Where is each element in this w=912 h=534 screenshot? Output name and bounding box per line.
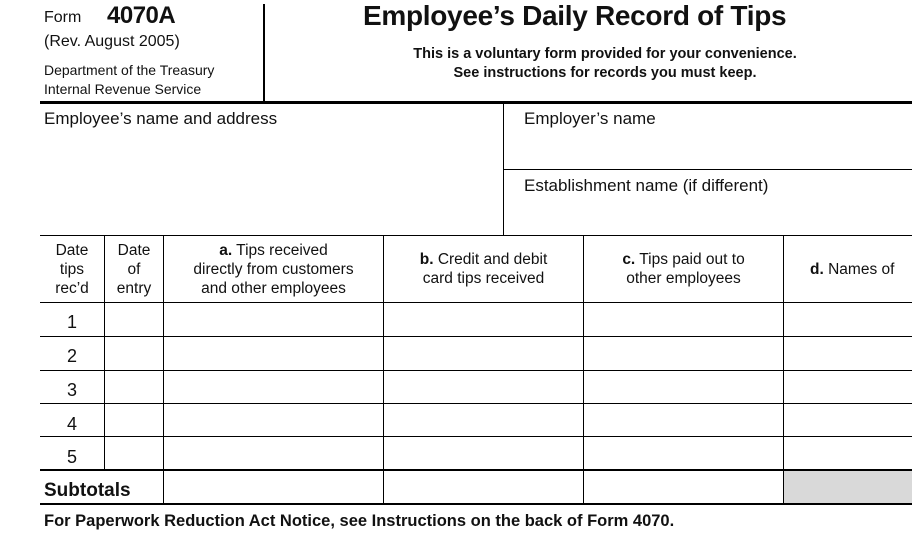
col-letter-b: b.: [419, 251, 434, 268]
subtotal-a-cell[interactable]: [164, 471, 383, 503]
col-header-date-of-entry: [105, 236, 163, 302]
header-divider: [263, 4, 265, 101]
row-number-3: 3: [66, 380, 77, 400]
row-number-4: 4: [66, 414, 77, 434]
subtitle-line-2: See instructions for records you must keep.: [453, 65, 757, 81]
col-header-line: Names of: [828, 260, 895, 278]
col-header-line: other employees: [626, 270, 741, 287]
col-header-line: Tips received: [236, 241, 328, 259]
revision-date: (Rev. August 2005): [44, 33, 180, 50]
col-divider: [583, 236, 584, 504]
col-header-line: of: [127, 260, 141, 278]
table-bottom-rule: [40, 503, 912, 505]
subtotals-label: Subtotals: [44, 480, 131, 501]
col-header-line: Date: [117, 241, 151, 259]
col-header-b-credit-debit: [384, 236, 583, 302]
row-number-5: 5: [66, 447, 77, 467]
col-header-date-tips-received: [40, 236, 104, 302]
col-header-d-names: [784, 236, 912, 302]
col-header-line: and other employees: [201, 279, 346, 297]
col-header-c-tips-paid-out: [584, 236, 783, 302]
form-title: Employee’s Daily Record of Tips: [363, 0, 787, 31]
establishment-name-label: Establishment name (if different): [524, 176, 769, 195]
row-number-1: 1: [66, 312, 77, 332]
form-number: 4070A: [107, 2, 176, 29]
row-number-2: 2: [66, 346, 77, 366]
col-header-line: Credit and debit: [437, 251, 548, 268]
paperwork-notice: For Paperwork Reduction Act Notice, see Instructions on the back of Form 4070.: [44, 512, 675, 530]
col-header-line: tips: [59, 260, 85, 278]
names-cells[interactable]: [784, 303, 912, 469]
tips-received-cells[interactable]: [164, 303, 383, 469]
employer-name-label: Employer’s name: [524, 109, 656, 128]
col-header-line: rec’d: [55, 279, 89, 297]
col-divider: [104, 236, 105, 470]
employee-name-address-label: Employee’s name and address: [44, 109, 278, 128]
col-divider: [783, 236, 784, 504]
tips-paid-out-cells[interactable]: [584, 303, 783, 469]
col-letter-c: c.: [622, 251, 636, 268]
col-divider: [163, 236, 164, 504]
col-header-line: entry: [116, 279, 152, 297]
subtotal-b-cell[interactable]: [384, 471, 583, 503]
col-header-line: card tips received: [422, 270, 545, 287]
form-label: Form: [44, 9, 82, 26]
department-line-2: Internal Revenue Service: [44, 81, 202, 97]
subtotal-c-cell[interactable]: [584, 471, 783, 503]
col-divider: [383, 236, 384, 504]
col-header-a-tips-received: [164, 236, 383, 302]
col-letter-d: d.: [810, 260, 824, 278]
subtitle-line-1: This is a voluntary form provided for your convenience.: [413, 46, 797, 62]
col-letter-a: a.: [219, 241, 233, 259]
credit-debit-tips-cells[interactable]: [384, 303, 583, 469]
col-header-line: Date: [55, 241, 89, 259]
date-of-entry-cells[interactable]: [105, 303, 163, 469]
col-header-line: Tips paid out to: [639, 251, 745, 268]
department-line-1: Department of the Treasury: [44, 62, 215, 78]
col-header-line: directly from customers: [193, 260, 354, 278]
subtotal-d-shaded-cell: [784, 471, 912, 503]
